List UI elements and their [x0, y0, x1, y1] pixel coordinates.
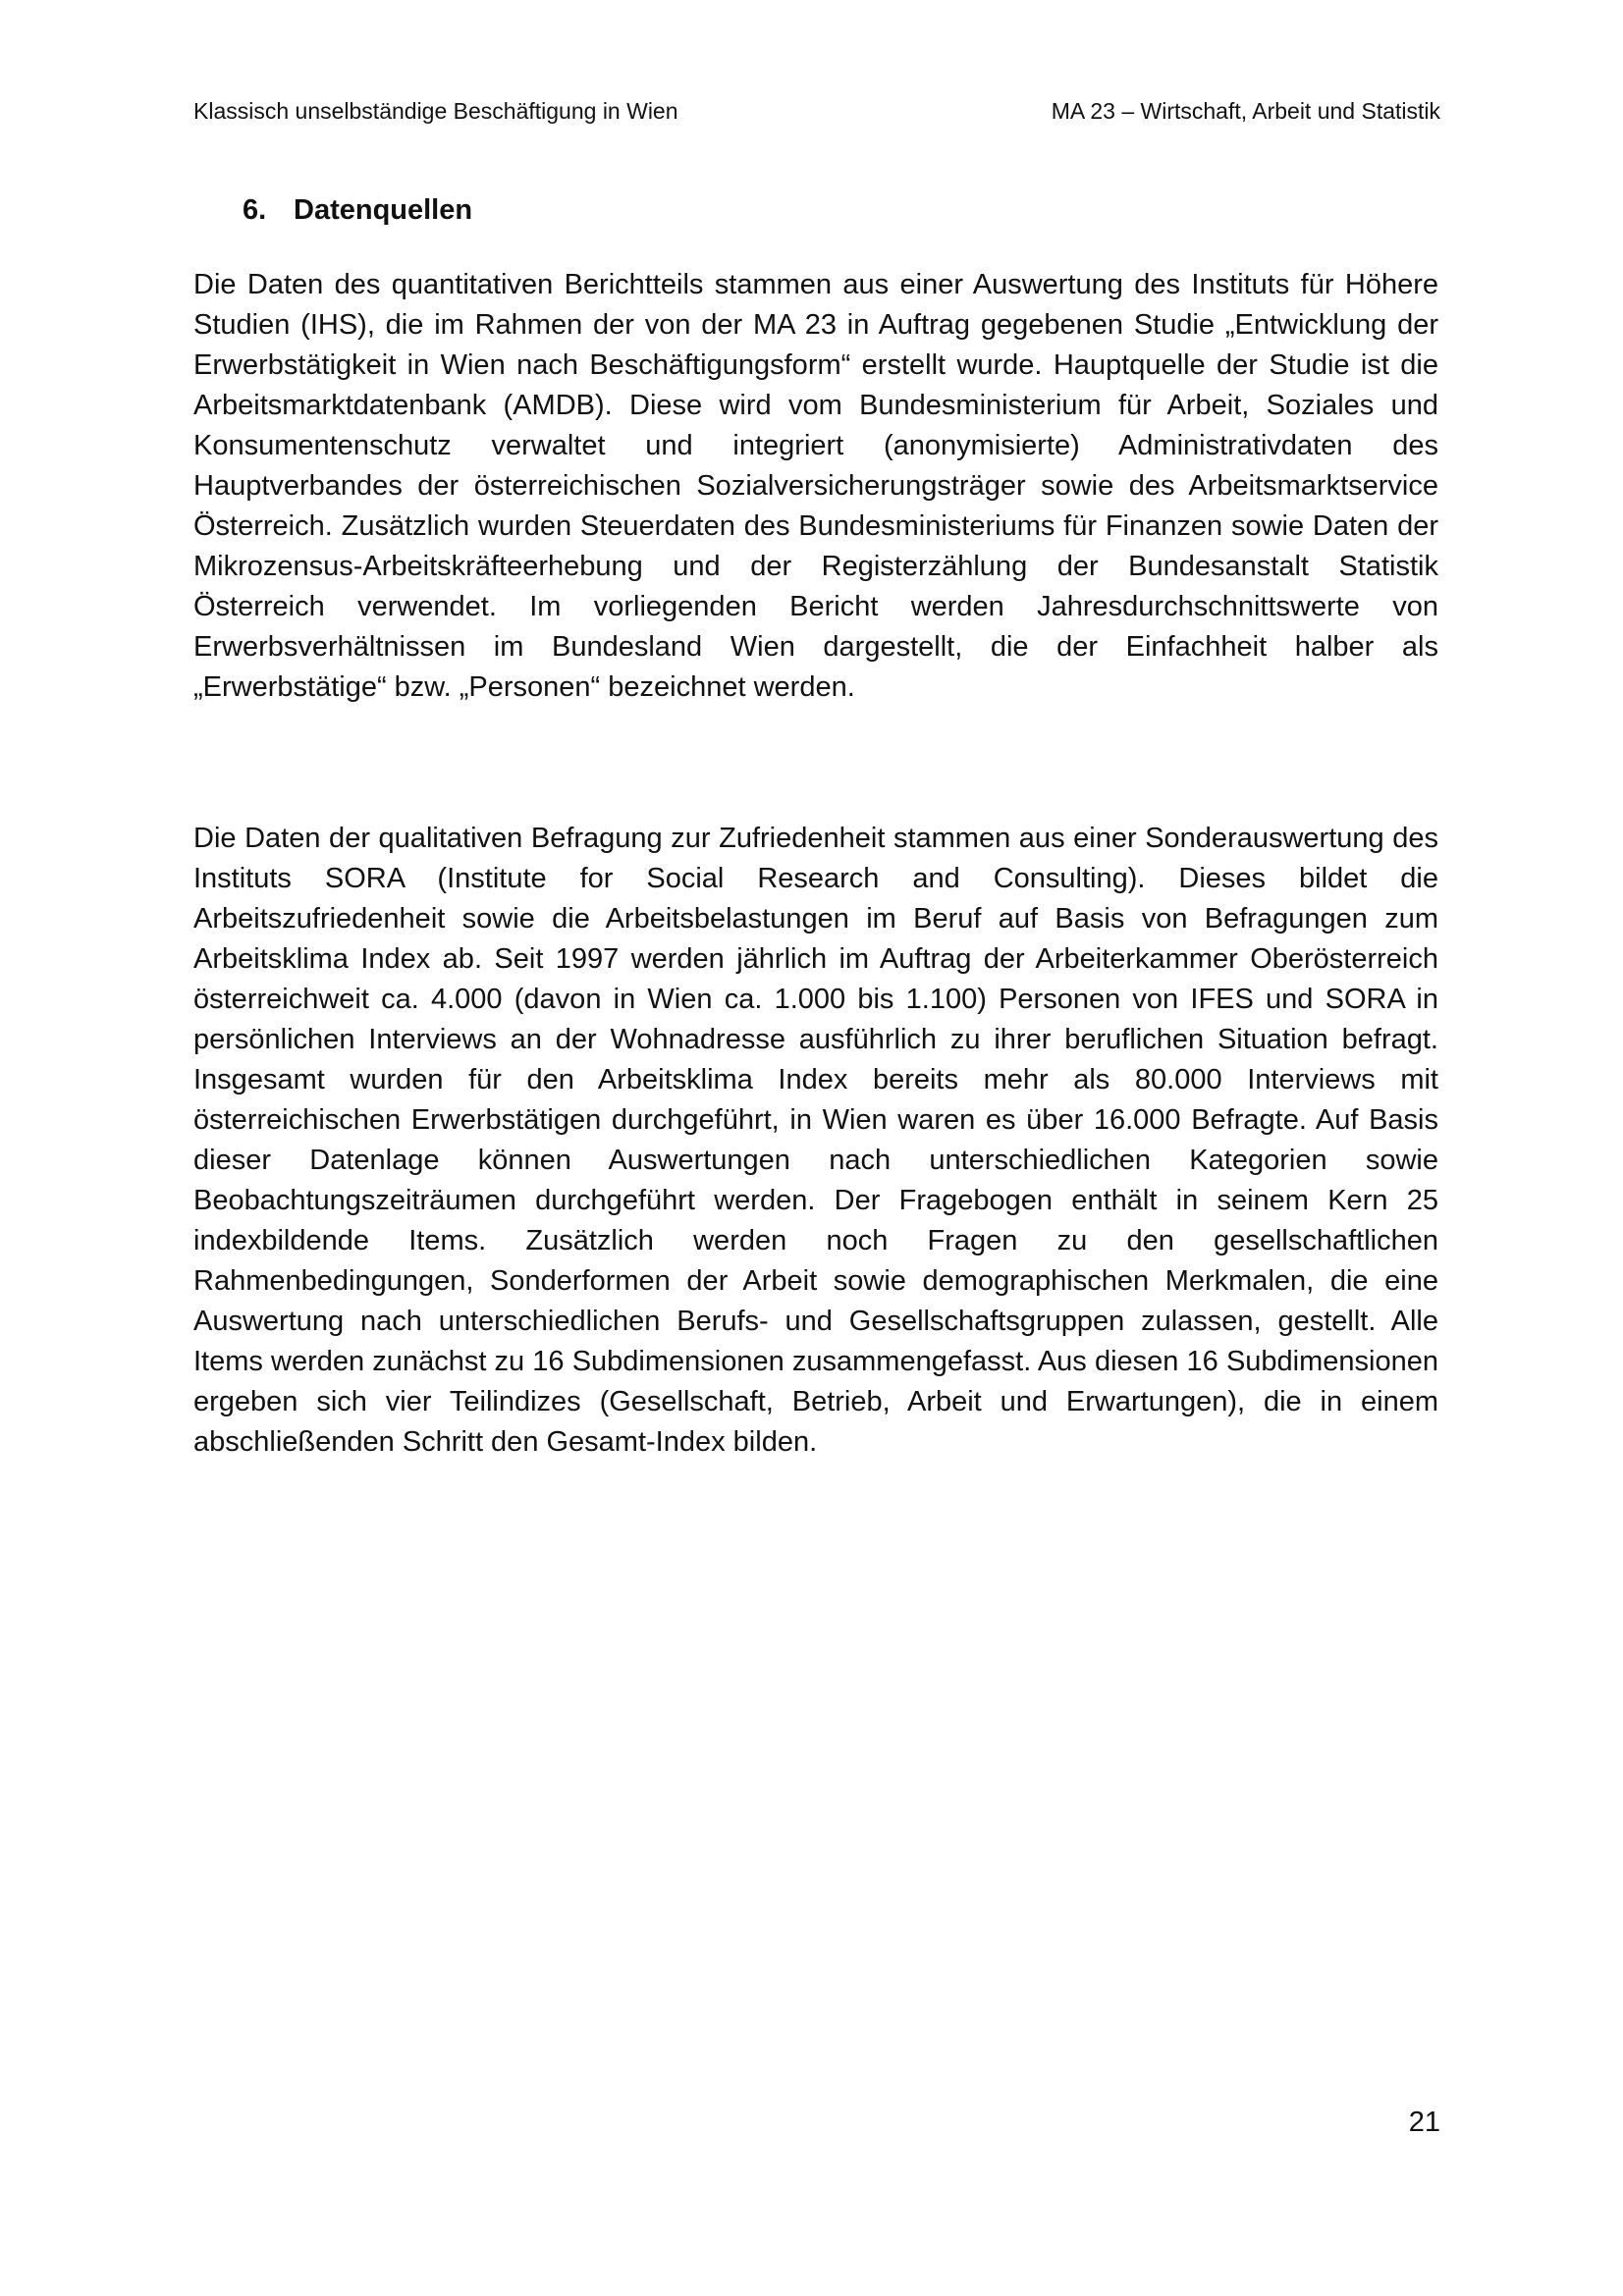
section-title: Datenquellen — [294, 194, 473, 226]
header-department: MA 23 – Wirtschaft, Arbeit und Statistik — [1051, 98, 1440, 124]
section-number: 6. — [243, 194, 267, 226]
header-document-title: Klassisch unselbständige Beschäftigung in Wien — [193, 98, 678, 124]
paragraph-qualitative-data: Die Daten der qualitativen Befragung zur Zufriedenheit stammen aus einer Sonderauswertung des Instituts SORA (Institute for Social Research and Consulting). Dieses bildet die Arbeitszufriedenheit sowie die Arbeitsbelastungen im Beruf auf Basis von Befragungen zum Arbeitsklima Index ab. Seit 1997 werden jährlich im Auftrag der Arbeiterkammer Oberösterreich österreichweit ca. 4.000 (davon in Wien ca. 1.000 bis 1.100) Personen von IFES und SORA in persönlichen Interviews an der Wohnadresse ausführlich zu ihrer beruflichen Situation befragt. Insgesamt wurden für den Arbeitsklima Index bereits mehr als 80.000 Interviews mit österreichischen Erwerbstätigen durchgeführt, in Wien waren es über 16.000 Befragte. Auf Basis dieser Datenlage können Auswertungen nach unterschiedlichen Kategorien sowie Beobachtungszeiträumen durchgeführt werden. Der Fragebogen enthält in seinem Kern 25 indexbildende Items. Zusätzlich werden noch Fragen zu den gesellschaftlichen Rahmenbedingungen, Sonderformen der Arbeit sowie demographischen Merkmalen, die eine Auswertung nach unterschiedlichen Berufs- und Gesellschaftsgruppen zulassen, gestellt. Alle Items werden zunächst zu 16 Subdimensionen zusammengefasst. Aus diesen 16 Subdimensionen ergeben sich vier Teilindizes (Gesellschaft, Betrieb, Arbeit und Erwartungen), die in einem abschließenden Schritt den Gesamt-Index bilden. — [193, 823, 1438, 1458]
paragraph-quantitative-data: Die Daten des quantitativen Berichtteils stammen aus einer Auswertung des Instituts für Höhere Studien (IHS), die im Rahmen der von der MA 23 in Auftrag gegebenen Studie „Entwicklung der Erwerbstätigkeit in Wien nach Beschäftigungsform“ erstellt wurde. Hauptquelle der Studie ist die Arbeitsmarktdatenbank (AMDB). Diese wird vom Bundesministerium für Arbeit, Soziales und Konsumentenschutz verwaltet und integriert (anonymisierte) Administrativdaten des Hauptverbandes der österreichischen Sozialversicherungsträger sowie des Arbeitsmarktservice Österreich. Zusätzlich wurden Steuerdaten des Bundesministeriums für Finanzen sowie Daten der Mikrozensus-Arbeitskräfteerhebung und der Registerzählung der Bundesanstalt Statistik Österreich verwendet. Im vorliegenden Bericht werden Jahresdurchschnittswerte von Erwerbsverhältnissen im Bundesland Wien dargestellt, die der Einfachheit halber als „Erwerbstätige“ bzw. „Personen“ bezeichnet werden. — [193, 269, 1438, 703]
section-heading — [243, 192, 472, 228]
page-header — [193, 96, 1440, 126]
page-number: 21 — [1408, 2107, 1440, 2138]
